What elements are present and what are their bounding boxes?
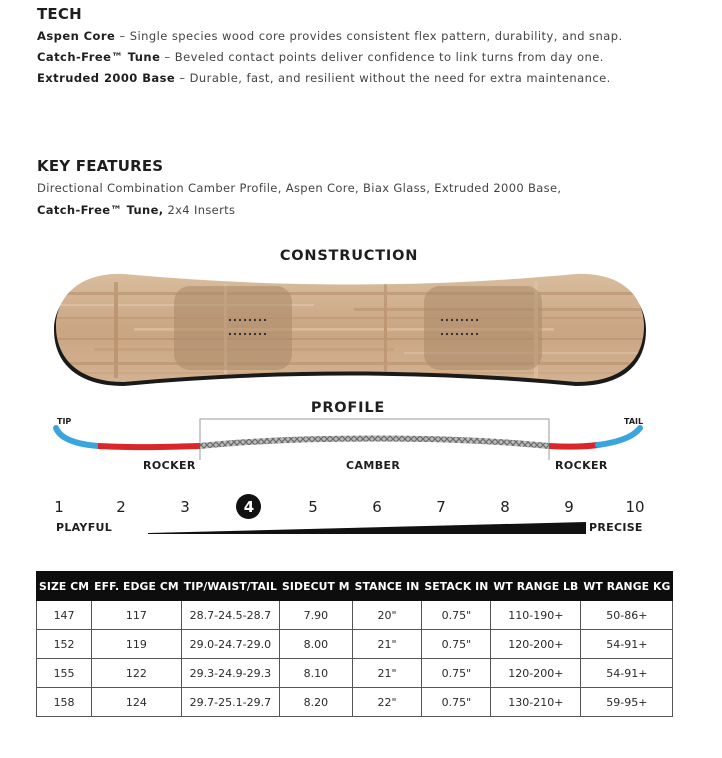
table-cell: 20" — [352, 601, 422, 630]
tech-item-name: Aspen Core — [37, 29, 116, 43]
table-cell: 120-200+ — [491, 630, 581, 659]
flex-scale-number: 5 — [308, 498, 318, 516]
flex-scale-number: 3 — [180, 498, 190, 516]
tech-item-name: Catch-Free™ Tune — [37, 50, 161, 64]
specs-table — [36, 571, 673, 717]
table-cell: 122 — [92, 659, 182, 688]
table-cell: 22" — [352, 688, 422, 717]
table-cell: 155 — [37, 659, 92, 688]
table-cell: 54-91+ — [581, 659, 673, 688]
table-cell: 29.0-24.7-29.0 — [181, 630, 279, 659]
table-cell: 59-95+ — [581, 688, 673, 717]
tip-label: TIP — [57, 417, 72, 426]
table-row — [37, 688, 673, 717]
tech-heading: TECH — [37, 5, 82, 23]
flex-scale-number: 1 — [54, 498, 64, 516]
tech-item-desc: – Beveled contact points deliver confidence to link turns from day one. — [160, 50, 604, 64]
tech-item-desc: – Single species wood core provides consistent flex pattern, durability, and snap. — [115, 29, 623, 43]
table-row — [37, 601, 673, 630]
table-cell: 119 — [92, 630, 182, 659]
flex-scale-number: 7 — [436, 498, 446, 516]
rocker-left-segment — [98, 446, 200, 447]
table-cell: 117 — [92, 601, 182, 630]
flex-scale-number: 10 — [625, 498, 645, 516]
table-cell: 21" — [352, 630, 422, 659]
camber-label: CAMBER — [346, 459, 401, 472]
flex-scale-number: 8 — [500, 498, 510, 516]
flex-scale-wedge — [148, 522, 586, 534]
column-header: EFF. EDGE CM — [92, 572, 182, 601]
key-features-line-1: Directional Combination Camber Profile, Aspen Core, Biax Glass, Extruded 2000 Base, — [37, 181, 562, 195]
table-cell: 158 — [37, 688, 92, 717]
tech-item-name: Extruded 2000 Base — [37, 71, 176, 85]
table-row — [37, 659, 673, 688]
table-cell: 0.75" — [422, 688, 491, 717]
tech-item-extruded-base — [37, 71, 611, 85]
tip-segment — [56, 428, 98, 446]
rocker-left-label: ROCKER — [143, 459, 196, 472]
key-feature-bold: Catch-Free™ Tune, — [37, 203, 164, 217]
table-cell: 120-200+ — [491, 659, 581, 688]
table-cell: 0.75" — [422, 630, 491, 659]
column-header: WT RANGE LB — [491, 572, 581, 601]
snowboard-construction-illustration — [54, 270, 646, 390]
table-cell: 29.3-24.9-29.3 — [181, 659, 279, 688]
playful-label: PLAYFUL — [56, 521, 113, 534]
flex-scale-number-selected: 4 — [243, 498, 255, 516]
camber-profile-diagram — [48, 412, 648, 462]
table-cell: 110-190+ — [491, 601, 581, 630]
flex-scale-number: 2 — [116, 498, 126, 516]
precise-label: PRECISE — [589, 521, 643, 534]
table-cell: 28.7-24.5-28.7 — [181, 601, 279, 630]
key-features-line-2 — [37, 203, 235, 217]
table-cell: 54-91+ — [581, 630, 673, 659]
table-row — [37, 630, 673, 659]
rocker-right-segment — [549, 445, 598, 447]
table-cell: 8.00 — [280, 630, 353, 659]
tail-segment — [598, 428, 640, 445]
insert-pad-rear — [424, 286, 542, 370]
flex-scale-number: 6 — [372, 498, 382, 516]
table-cell: 130-210+ — [491, 688, 581, 717]
key-feature-rest: 2x4 Inserts — [163, 203, 236, 217]
column-header: SIZE CM — [37, 572, 92, 601]
table-cell: 147 — [37, 601, 92, 630]
table-cell: 50-86+ — [581, 601, 673, 630]
table-cell: 8.20 — [280, 688, 353, 717]
column-header: TIP/WAIST/TAIL — [181, 572, 279, 601]
insert-pad-front — [174, 286, 292, 370]
rocker-right-label: ROCKER — [555, 459, 608, 472]
table-cell: 152 — [37, 630, 92, 659]
table-cell: 21" — [352, 659, 422, 688]
table-cell: 29.7-25.1-29.7 — [181, 688, 279, 717]
tail-label: TAIL — [624, 417, 644, 426]
construction-title: CONSTRUCTION — [279, 248, 419, 264]
table-cell: 8.10 — [280, 659, 353, 688]
specs-header-row — [37, 572, 673, 601]
flex-scale-number: 9 — [564, 498, 574, 516]
key-features-heading: KEY FEATURES — [37, 157, 164, 175]
profile-title: PROFILE — [310, 400, 386, 416]
tech-item-catch-free-tune — [37, 50, 604, 64]
camber-segment — [200, 439, 549, 447]
column-header: WT RANGE KG — [581, 572, 673, 601]
table-cell: 0.75" — [422, 601, 491, 630]
table-cell: 0.75" — [422, 659, 491, 688]
table-cell: 7.90 — [280, 601, 353, 630]
column-header: STANCE IN — [352, 572, 422, 601]
column-header: SETACK IN — [422, 572, 491, 601]
table-cell: 124 — [92, 688, 182, 717]
column-header: SIDECUT M — [280, 572, 353, 601]
tech-item-aspen-core — [37, 29, 623, 43]
tech-item-desc: – Durable, fast, and resilient without the need for extra maintenance. — [175, 71, 611, 85]
